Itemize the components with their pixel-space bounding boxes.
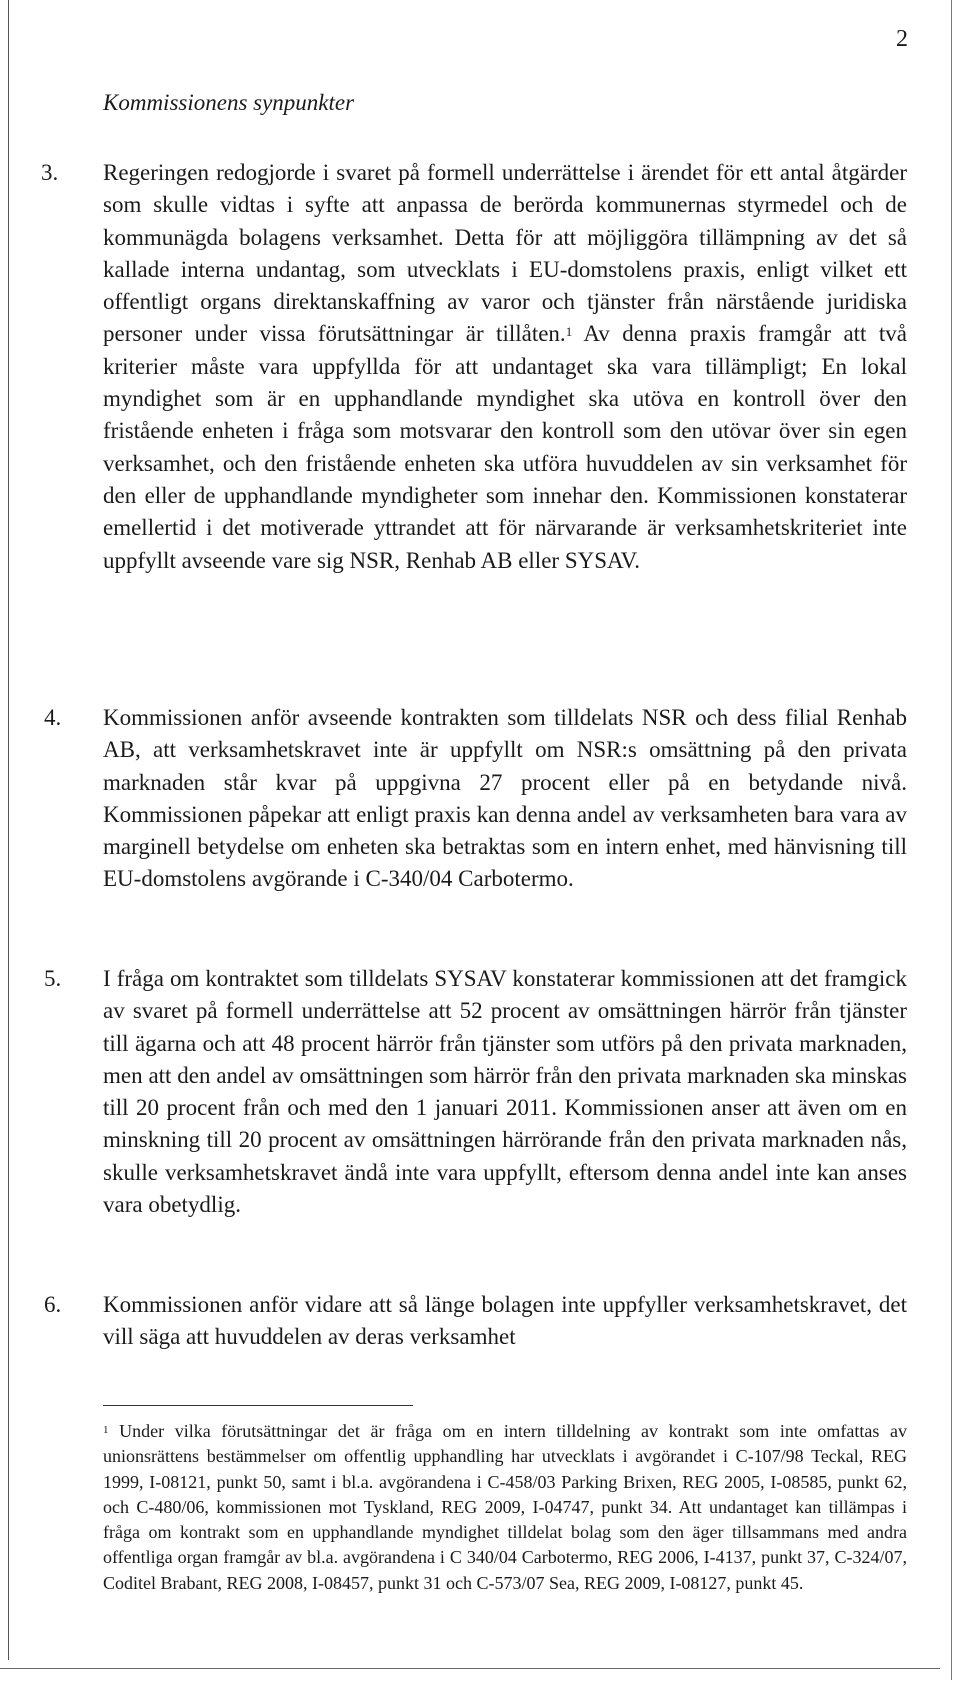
scan-edge-bottom [0,1668,940,1669]
section-heading: Kommissionens synpunkter [103,90,355,115]
paragraph-text: Kommissionen anför avseende kontrakten som tilldelats NSR och dess filial Renhab AB, att verksamhetskravet inte är uppfyllt om NSR:s omsättning på den privata marknaden står kvar på uppgivna 27 procent eller på en betydande nivå. Kommissionen påpekar att enligt praxis kan denna andel av verksamheten bara vara av marginell betydelse om enheten ska betraktas som en intern enhet, med hänvisning till EU-domstolens avgörande i C-340/04 Carbotermo. [103,705,907,892]
paragraph-text: Regeringen redogjorde i svaret på formell underrättelse i ärendet för ett antal åtgärder som skulle vidtas i syfte att anpassa de berörda kommunernas styrmedel och de kommunägda bolagens verksamhet. Detta för att möjliggöra tillämpning av det så kallade interna undantag, som utvecklats i EU-domstolens praxis, enligt vilket ett offentligt organs direktanskaffning av varor och tjänster från närstående juridiska personer under vissa förutsättningar är tillåten. [103,160,907,347]
paragraph-text: Kommissionen anför vidare att så länge bolagen inte uppfyller verksamhetskravet, det vill säga att huvuddelen av deras verksamhet [103,1292,907,1350]
paragraph-5 [44,963,907,1221]
paragraph-6 [44,1289,907,1354]
paragraph-number: 4. [44,705,62,730]
scan-edge-right [951,0,952,1680]
paragraph-number: 6. [44,1292,62,1317]
page-number: 2 [896,26,908,52]
paragraph-number: 3. [41,160,59,185]
footnote-marker: 1 [103,1424,109,1436]
paragraph-text-continued: Av denna praxis framgår att två kriterier måste vara uppfyllda för att undantaget ska vara tillämpligt; En lokal myndighet som är en upphandlande myndighet ska utöva en kontroll över den fristående enheten i fråga som motsvarar den kontroll som den utövar över sin egen verksamhet, och den fristående enheten ska utföra huvuddelen av sin verksamhet för den eller de upphandlande myndigheter som innehar den. Kommissionen konstaterar emellertid i det motiverade yttrandet att för närvarande är verksamhetskriteriet inte uppfyllt avseende vare sig NSR, Renhab AB eller SYSAV. [103,321,907,573]
footnote-divider [103,1405,413,1406]
paragraph-4 [44,702,907,896]
paragraph-text: I fråga om kontraktet som tilldelats SYSAV konstaterar kommissionen att det framgick av svaret på formell underrättelse att 52 procent av omsättningen härrör från tjänster till ägarna och att 48 procent härrör från tjänster som utförs på den privata marknaden, men att den andel av omsättningen som härrör från den privata marknaden ska minskas till 20 procent från och med den 1 januari 2011. Kommissionen anser att även om en minskning till 20 procent av omsättningen härrörande från den privata marknaden nås, skulle verksamhetskravet ändå inte vara uppfyllt, eftersom denna andel inte kan anses vara obetydlig. [103,966,907,1218]
scan-edge-left [8,0,9,1660]
paragraph-3 [41,157,907,577]
footnote-reference[interactable]: 1 [565,324,573,340]
paragraph-number: 5. [44,966,62,991]
footnote-text: Under vilka förutsättningar det är fråga om en intern tilldelning av kontrakt som inte omfattas av unionsrättens bestämmelser om offentlig upphandling har utvecklats i avgörandet i C-107/98 Teckal, REG 1999, I-08121, punkt 50, samt i bl.a. avgörandena i C-458/03 Parking Brixen, REG 2005, I-08585, punkt 62, och C-480/06, kommissionen mot Tyskland, REG 2009, I-04747, punkt 34. Att undantaget kan tillämpas i fråga om kontrakt som en upphandlande myndighet tilldelat bolag som den äger tillsammans med andra offentliga organ framgår av bl.a. avgörandena i C 340/04 Carbotermo, REG 2006, I-4137, punkt 37, C-324/07, Coditel Brabant, REG 2008, I-08457, punkt 31 och C-573/07 Sea, REG 2009, I-08127, punkt 45. [103,1421,907,1593]
footnote [103,1419,907,1596]
